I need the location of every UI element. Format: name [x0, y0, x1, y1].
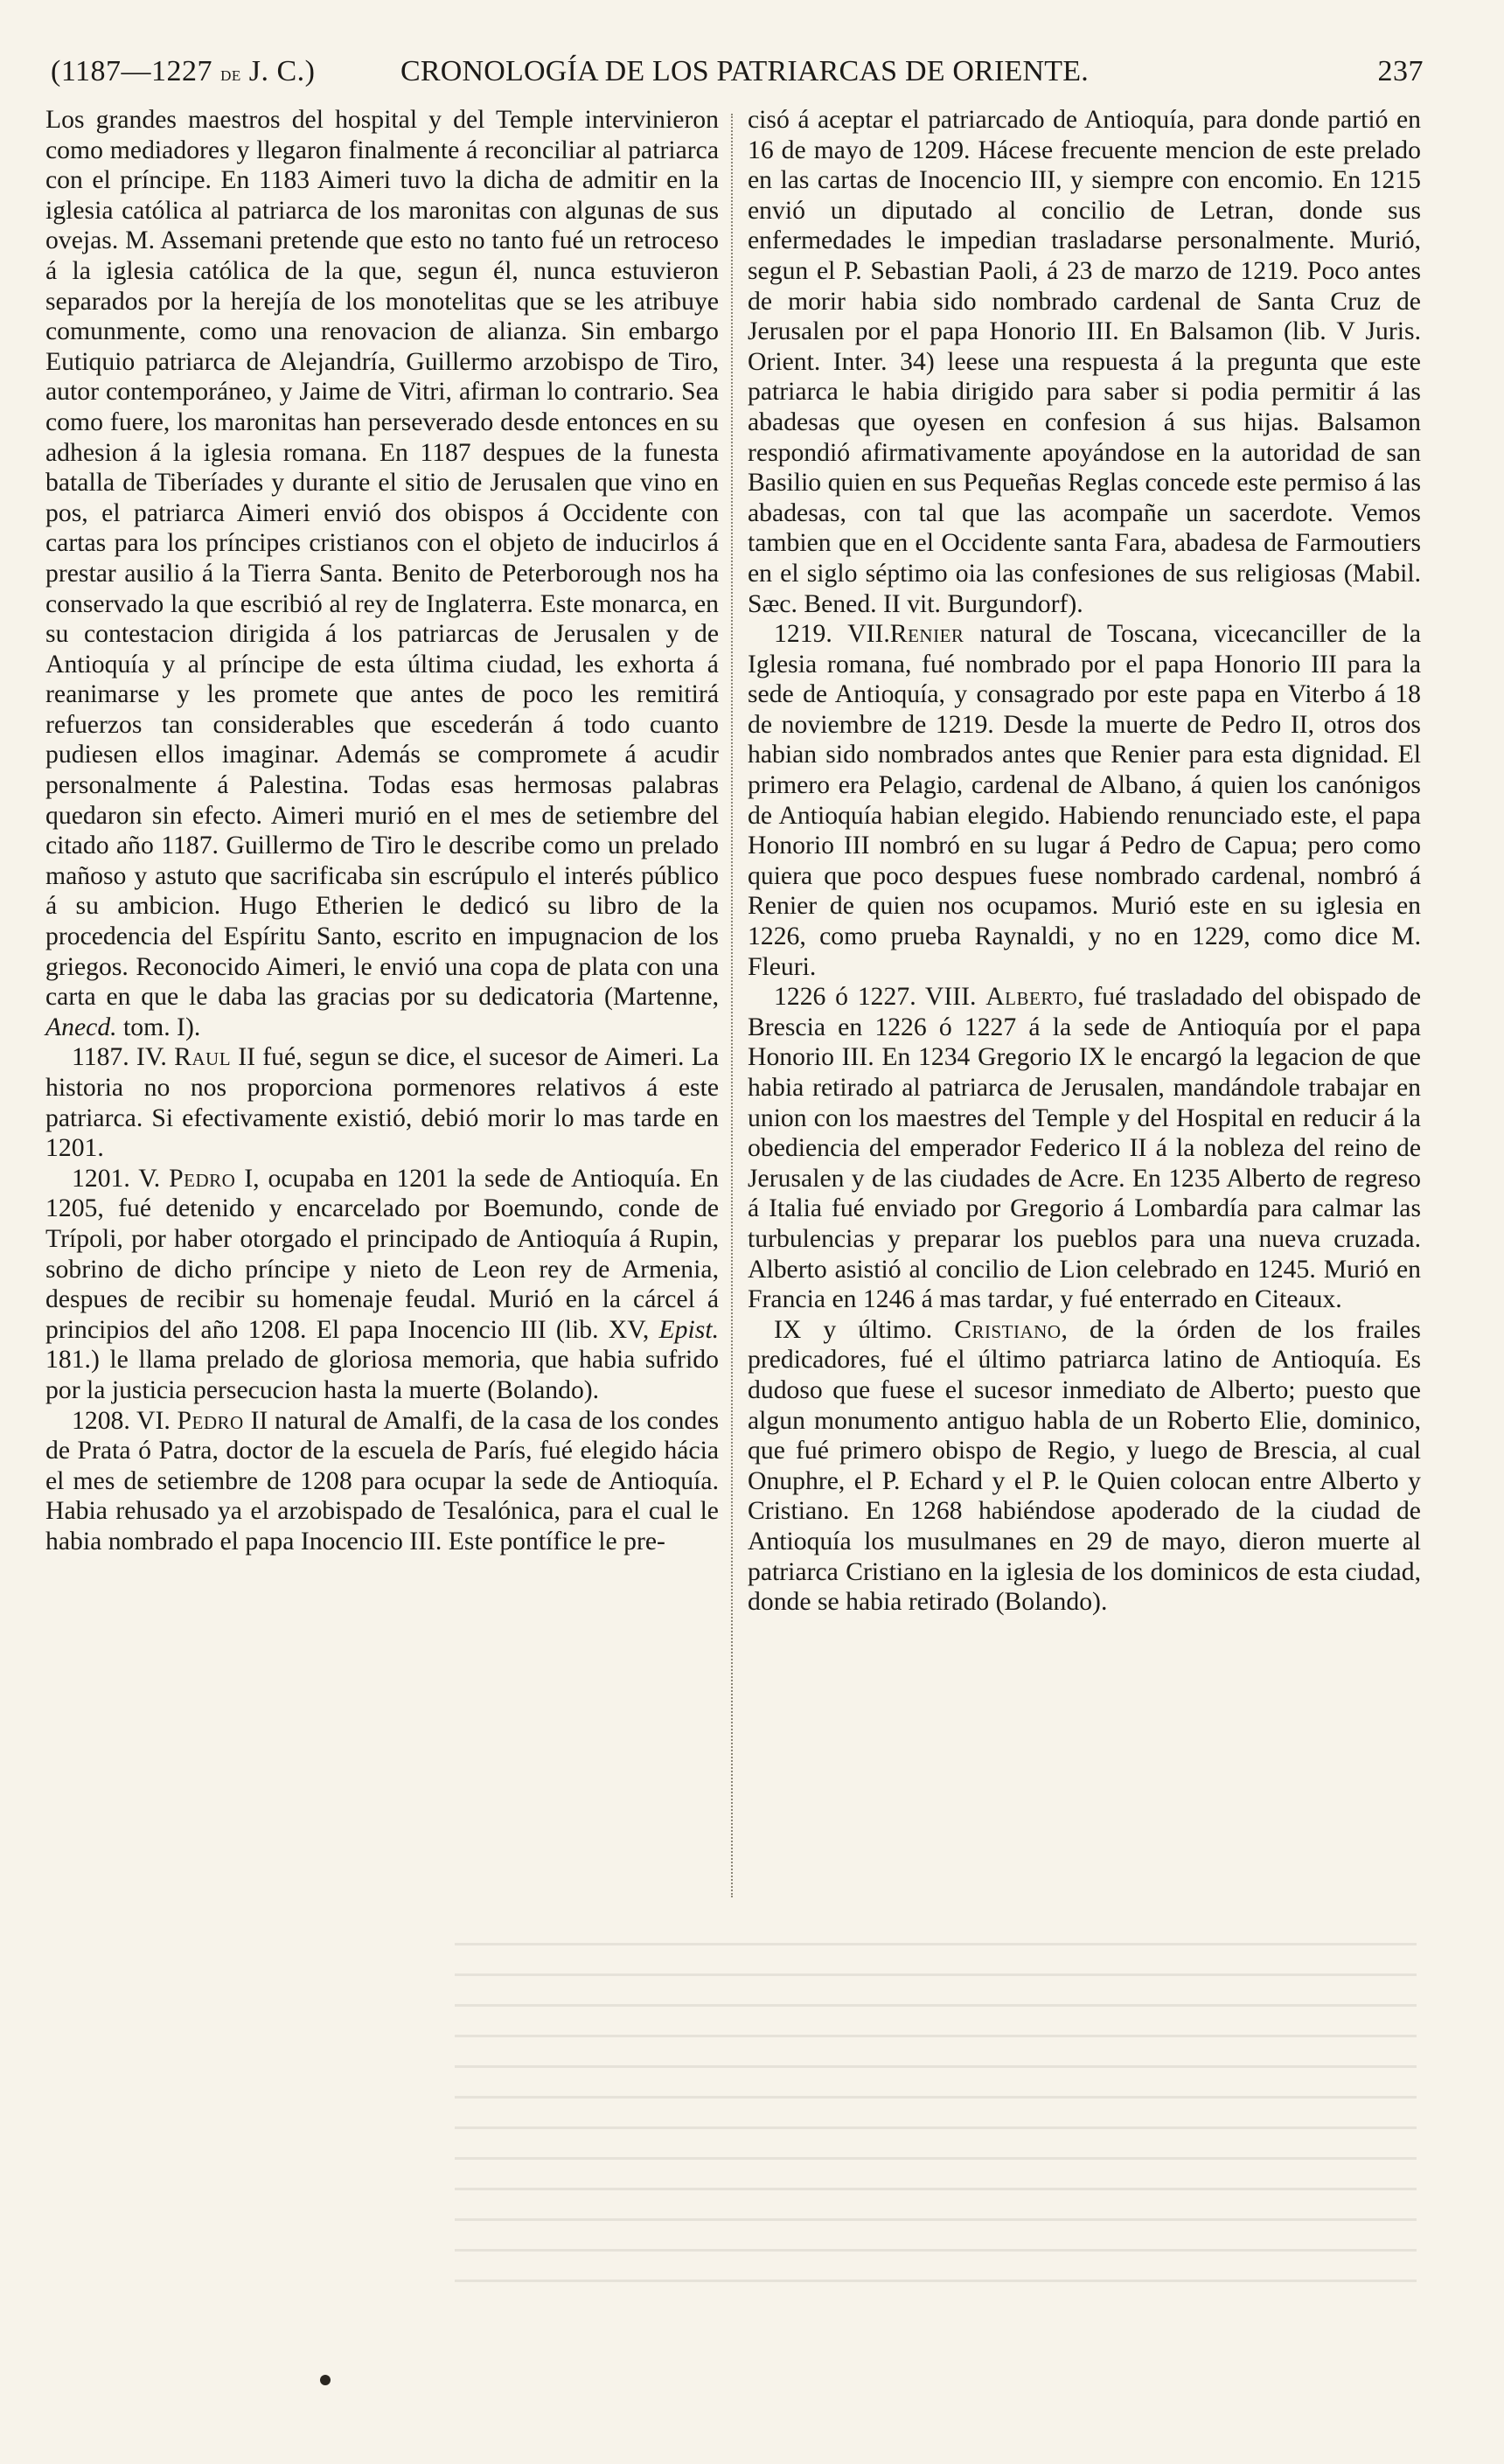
running-head	[51, 52, 1424, 96]
paragraph: 1201. V. Pedro I, ocupaba en 1201 la sede de Antioquía. En 1205, fué detenido y encarcelado por Boemundo, conde de Trípoli, por haber otorgado el principado de Antioquía á Rupin, sobrino de dicho príncipe y nieto de Leon rey de Armenia, despues de recibir su homenaje feudal. Murió en la cárcel á principios del año 1208. El papa Inocencio III (lib. XV, Epist. 181.) le llama prelado de gloriosa memoria, que habia sufrido por la justicia persecucion hasta la muerte (Bolando).	[45, 1164, 720, 1404]
paragraph: 1208. VI. Pedro II natural de Amalfi, de la casa de los condes de Prata ó Patra, doctor de la escuela de París, fué elegido hácia el mes de setiembre de 1208 para ocupar la sede de Antioquía. Habia rehusado ya el arzobispado de Tesalónica, para el cual le habia nombrado el papa Inocencio III. Este pontífice le pre-	[45, 1406, 720, 1556]
left-column	[45, 105, 719, 1557]
paragraph: 1219. VII.Renier natural de Toscana, vicecanciller de la Iglesia romana, fué nombrado por el papa Honorio III para la sede de Antioquía, y consagrado por este papa en Viterbo á 18 de noviembre de 1219. Desde la muerte de Pedro II, otros dos habian sido nombrados antes que Renier para esta dignidad. El primero era Pelagio, cardenal de Albano, á quien los canónigos de Antioquía habian elegido. Habiendo renunciado este, el papa Honorio III nombró en su lugar á Pedro de Capua; pero como quiera que poco despues fuese nombrado cardenal, nombró á Renier de quien nos ocupamos. Murió este en su iglesia en 1226, como prueba Raynaldi, y no en 1229, como dice M. Fleuri.	[748, 620, 1421, 981]
patriarch-name: Pedro	[177, 1406, 244, 1435]
paragraph: 1226 ó 1227. VIII. Alberto, fué trasladado del obispado de Brescia en 1226 ó 1227 á la sede de Antioquía por el papa Honorio III. En 1234 Gregorio IX le encargó la legacion de que habia retirado al patriarca de Jerusalen, mandándole trabajar en union con los maestres del Temple y del Hospital en reducir á la obediencia del emperador Federico II á la nobleza del reino de Jerusalen y de las ciudades de Acre. En 1235 Alberto de regreso á Italia fué enviado por Gregorio á Lombardía para calmar las turbulencias y preparar los pueblos para una nueva cruzada. Alberto asistió al concilio de Lion celebrado en 1245. Murió en Francia en 1246 á mas tardar, y fué enterrado en Citeaux.	[748, 983, 1422, 1314]
bleed-through-texture	[455, 1924, 1417, 2291]
patriarch-name: Pedro	[169, 1164, 236, 1193]
paragraph: 1187. IV. Raul II fué, segun se dice, el sucesor de Aimeri. La historia no nos proporciona pormenores relativos á este patriarca. Si efectivamente existió, debió morir lo mas tarde en 1201.	[45, 1043, 720, 1163]
page-title: CRONOLOGÍA DE LOS PATRIARCAS DE ORIENTE.	[400, 55, 1089, 87]
paragraph: IX y último. Cristiano, de la órden de los frailes predicadores, fué el último patriarca latino de Antioquía. Es dudoso que fuese el sucesor inmediato de Alberto; puesto que algun monumento antiguo habla de un Roberto Elie, dominico, que fué primero obispo de Regio, y luego de Brescia, al cual Onuphre, el P. Echard y el P. le Quien colocan entre Alberto y Cristiano. En 1268 habiéndose apoderado de la ciudad de Antioquía los musulmanes en 29 de mayo, dieron muerte al patriarca Cristiano en la iglesia de los dominicos de esta ciudad, donde se habia retirado (Bolando).	[748, 1315, 1421, 1617]
right-column	[748, 105, 1421, 1618]
patriarch-name: Raul	[174, 1043, 232, 1072]
column-divider	[731, 114, 733, 1897]
date-range: (1187—1227 de J. C.)	[51, 55, 316, 87]
patriarch-name: Renier	[889, 620, 964, 649]
patriarch-name: Alberto	[985, 983, 1078, 1012]
ink-dot	[320, 2375, 331, 2385]
patriarch-name: Cristiano	[954, 1315, 1062, 1344]
paragraph: Los grandes maestros del hospital y del Temple intervinieron como mediadores y llegaron finalmente á reconciliar al patriarca con el príncipe. En 1183 Aimeri tuvo la dicha de admitir en la iglesia católica al patriarca de los maronitas con algunas de sus ovejas. M. Assemani pretende que esto no tanto fué un retroceso á la iglesia católica de la que, segun él, nunca estuvieron separados por la herejía de los monotelitas que se les atribuye comunmente, como una renovacion de alianza. Sin embargo Eutiquio patriarca de Alejandría, Guillermo arzobispo de Tiro, autor contemporáneo, y Jaime de Vitri, afirman lo contrario. Sea como fuere, los maronitas han perseverado desde entonces en su adhesion á la iglesia romana. En 1187 despues de la funesta batalla de Tiberíades y durante el sitio de Jerusalen que vino en pos, el patriarca Aimeri envió dos obispos á Occidente con cartas para los príncipes cristianos con el objeto de inducirlos á prestar ausilio á la Tierra Santa. Benito de Peterborough nos ha conservado la que escribió al rey de Inglaterra. Este monarca, en su contestacion dirigida á los patriarcas de Jerusalen y de Antioquía y al príncipe de esta última ciudad, les exhorta á reanimarse y les promete que antes de poco les remitirá refuerzos tan considerables que escederán á todo cuanto pudiesen ellos imaginar. Además se compromete á acudir personalmente á Palestina. Todas esas hermosas palabras quedaron sin efecto. Aimeri murió en el mes de setiembre del citado año 1187. Guillermo de Tiro le describe como un prelado mañoso y astuto que sacrificaba sin escrúpulo el interés público á su ambicion. Hugo Etherien le dedicó su libro de la procedencia del Espíritu Santo, escrito en impugnacion de los griegos. Reconocido Aimeri, le envió una copa de plata con una carta en que le daba las gracias por su dedicatoria (Martenne, Anecd. tom. I).	[45, 106, 719, 1041]
page-number: 237	[1377, 55, 1424, 87]
paragraph: cisó á aceptar el patriarcado de Antioquía, para donde partió en 16 de mayo de 1209. Hácese frecuente mencion de este prelado en las cartas de Inocencio III, y siempre con encomio. En 1215 envió un diputado al concilio de Letran, donde sus enfermedades le impedian trasladarse personalmente. Murió, segun el P. Sebastian Paoli, á 23 de marzo de 1219. Poco antes de morir habia sido nombrado cardenal de Santa Cruz de Jerusalen por el papa Honorio III. En Balsamon (lib. V Juris. Orient. Inter. 34) leese una respuesta á la pregunta que este patriarca le habia dirigido para saber si podia permitir á las abadesas que oyesen en confesion á sus hijas. Balsamon respondió afirmativamente apoyándose en la autoridad de san Basilio quien en sus Pequeñas Reglas concede este permiso á las abadesas, con tal que las acompañe un sacerdote. Vemos tambien que en el Occidente santa Fara, abadesa de Farmoutiers en el siglo séptimo oia las confesiones de sus religiosas (Mabil. Sæc. Bened. II vit. Burgundorf).	[748, 106, 1421, 618]
